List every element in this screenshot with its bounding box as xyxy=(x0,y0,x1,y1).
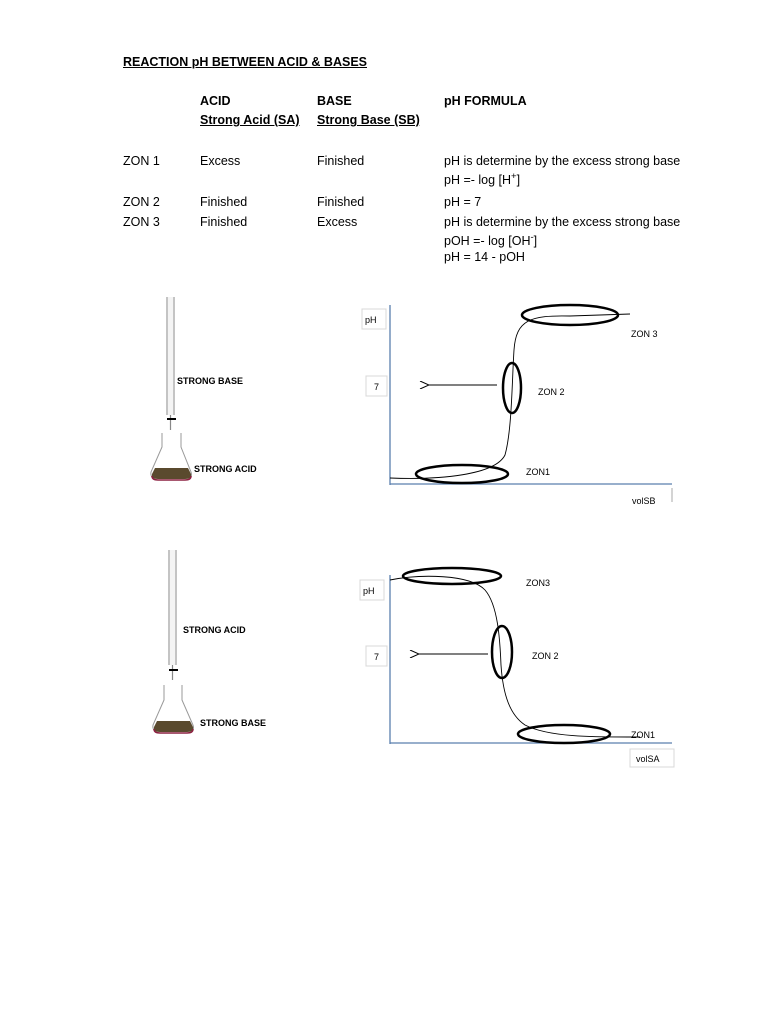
zone1-ellipse-1 xyxy=(416,465,508,483)
col-header-base: BASE xyxy=(317,94,352,108)
col-header-formula: pH FORMULA xyxy=(444,94,527,108)
burette-1 xyxy=(167,297,176,430)
burette-label-1: STRONG BASE xyxy=(177,376,244,386)
document-title: REACTION pH BETWEEN ACID & BASES xyxy=(123,55,367,69)
graph1-zone2-label: ZON 2 xyxy=(538,387,565,397)
graph1-seven: 7 xyxy=(374,382,380,392)
graph1-ylabel: pH xyxy=(365,315,377,325)
row-zone-label: ZON 1 xyxy=(123,154,160,168)
row-formula-equation: pH =- log [H+] xyxy=(444,171,521,188)
row-zone-label: ZON 2 xyxy=(123,195,160,209)
row-base-state: Excess xyxy=(317,215,358,229)
flask-2 xyxy=(153,685,194,733)
graph2-xlabel: volSA xyxy=(636,754,660,764)
graph2-zone3-label: ZON3 xyxy=(526,578,551,588)
row-formula-equation: pOH =- log [OH-] xyxy=(444,232,538,249)
row-zone-label: ZON 3 xyxy=(123,215,160,229)
graph1-xlabel: volSB xyxy=(632,496,656,506)
zone1-ellipse-2 xyxy=(518,725,610,743)
titration-curve-2 xyxy=(390,576,640,737)
graph1-zone1-label: ZON1 xyxy=(526,467,551,477)
graph2-zone1-label: ZON1 xyxy=(631,730,656,740)
flask-label-2: STRONG BASE xyxy=(200,718,267,728)
row-acid-state: Finished xyxy=(200,215,248,229)
col-header-base-sub: Strong Base (SB) xyxy=(317,113,420,127)
row-acid-state: Finished xyxy=(200,195,248,209)
graph2-seven: 7 xyxy=(374,652,380,662)
zone3-ellipse-2 xyxy=(403,568,501,584)
row-formula-line: pH = 7 xyxy=(444,195,482,209)
row-base-state: Finished xyxy=(317,195,365,209)
row-formula-equation-2: pH = 14 - pOH xyxy=(444,250,525,264)
flask-1 xyxy=(151,433,192,480)
graph1-zone3-label: ZON 3 xyxy=(631,329,658,339)
zone2-ellipse-2 xyxy=(492,626,512,678)
flask-label-1: STRONG ACID xyxy=(194,464,257,474)
col-header-acid: ACID xyxy=(200,94,231,108)
row-acid-state: Excess xyxy=(200,154,241,168)
graph2-ylabel: pH xyxy=(363,586,375,596)
row-formula-line: pH is determine by the excess strong base xyxy=(444,154,681,168)
col-header-acid-sub: Strong Acid (SA) xyxy=(200,113,300,127)
burette-2 xyxy=(169,550,178,680)
burette-label-2: STRONG ACID xyxy=(183,625,246,635)
row-base-state: Finished xyxy=(317,154,365,168)
titration-curve-1 xyxy=(390,314,630,478)
graph2-zone2-label: ZON 2 xyxy=(532,651,559,661)
row-formula-line: pH is determine by the excess strong base xyxy=(444,215,681,229)
